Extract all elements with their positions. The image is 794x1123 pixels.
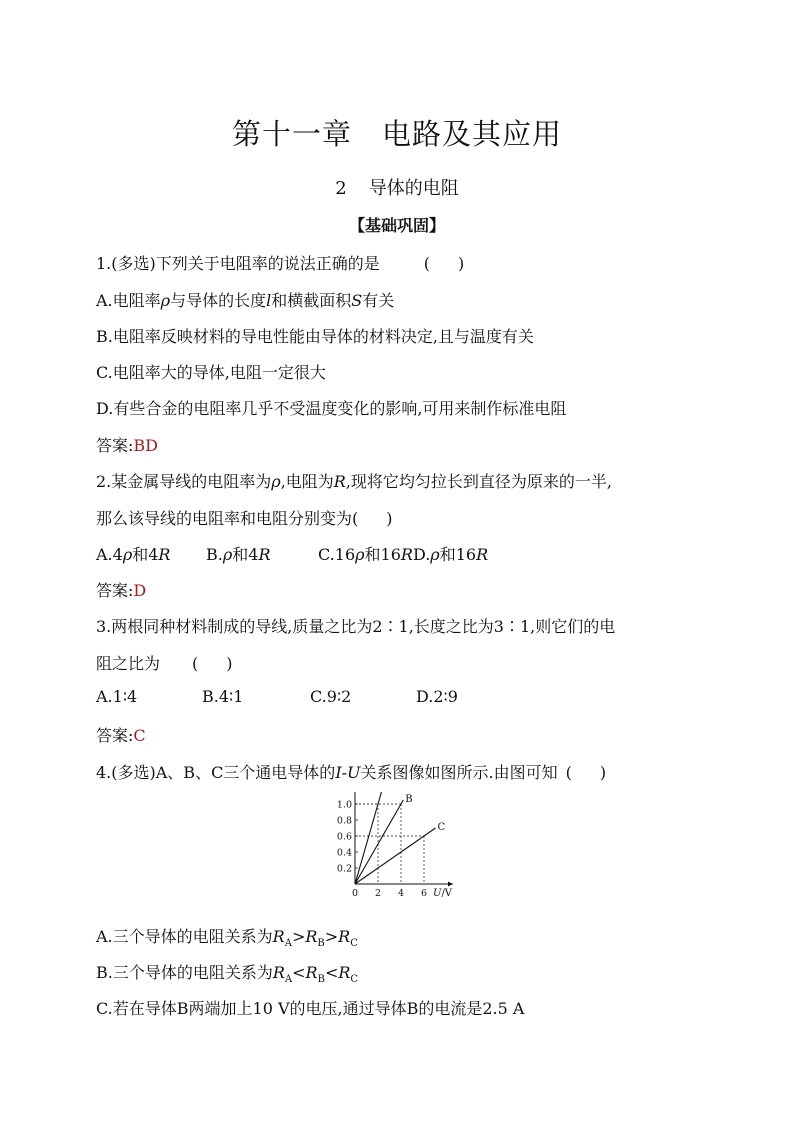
q4-b-sub3: C	[350, 974, 359, 986]
series-line-a	[355, 792, 383, 884]
q3-options	[96, 687, 458, 706]
q2-d-1: D.	[412, 545, 431, 564]
q2-r: R	[333, 472, 346, 491]
q1-answer-value: BD	[133, 436, 158, 455]
series-line-b	[355, 800, 403, 884]
q2-c-rho: ρ	[355, 545, 365, 564]
q2-a-1: A.4	[96, 545, 123, 564]
q2-line2-text: 那么该导线的电阻率和电阻分别变为(	[96, 509, 359, 528]
q4-a-cmp1: >	[291, 927, 306, 946]
y-tick-label-3: 0.8	[336, 815, 352, 827]
q1-stem	[96, 251, 464, 274]
q4-a-r2: R	[305, 927, 318, 946]
q1-answer-label: 答案:	[96, 436, 134, 455]
x-axis-arrow	[448, 882, 453, 887]
chapter-number: 第十一章	[231, 117, 352, 151]
q3-answer-value: C	[133, 726, 146, 745]
q2-b-2: 和4	[232, 545, 259, 564]
q4-b-cmp2: <	[324, 963, 339, 982]
q3-paren-open: (	[192, 654, 199, 673]
q2-rho: ρ	[271, 472, 281, 491]
q4-option-b	[96, 960, 358, 985]
x-tick-label-0: 0	[351, 888, 359, 899]
q2-d-2: 和16	[439, 545, 477, 564]
chapter-heading	[0, 112, 794, 153]
q3-paren-close: )	[226, 654, 233, 673]
q4-stem-b: 关系图像如图所示.由图可知	[360, 763, 558, 782]
q1-option-a	[96, 288, 394, 311]
q4-a-cmp2: >	[324, 927, 339, 946]
q4-a-sub2: B	[317, 938, 325, 950]
x-tick-label-2: 4	[397, 888, 405, 899]
q4-b-r3: R	[338, 963, 351, 982]
q1-a-text2: 与导体的长度	[170, 291, 267, 310]
q1-a-rho: ρ	[160, 291, 171, 310]
q1-option-b: B.电阻率反映材料的导电性能由导体的材料决定,且与温度有关	[96, 327, 534, 346]
x-axis-label: U/V	[433, 888, 453, 899]
q4-a-r3: R	[338, 927, 351, 946]
q1-a-l: l	[266, 291, 272, 310]
q3-line2-text: 阻之比为	[96, 654, 161, 673]
q2-text-b: ,电阻为	[280, 472, 334, 491]
q4-paren-close: )	[599, 763, 607, 782]
q4-b-sub2: B	[317, 974, 325, 986]
q4-a-text: A.三个导体的电阻关系为	[96, 927, 273, 946]
q2-stem-line2	[96, 506, 393, 529]
q2-a-r: R	[158, 545, 171, 564]
q4-a-sub1: A	[284, 938, 292, 950]
q1-paren-close: )	[458, 254, 465, 273]
q2-text-c: ,现将它均匀拉长到直径为原来的一半,	[345, 472, 613, 491]
q1-a-s: S	[351, 291, 363, 310]
y-tick-label-2: 0.6	[336, 831, 352, 843]
q1-a-text1: A.电阻率	[96, 291, 161, 310]
y-tick-label-0: 0.2	[336, 863, 352, 875]
q2-d-r: R	[476, 545, 489, 564]
q2-option-b	[206, 542, 318, 565]
q2-d-rho: ρ	[430, 545, 440, 564]
q3-option-b: B.4∶1	[202, 687, 244, 706]
q3-option-c: C.9∶2	[310, 687, 352, 706]
q2-a-rho: ρ	[122, 545, 133, 564]
q3-answer	[96, 723, 146, 746]
q1-paren-open: (	[423, 254, 431, 273]
q2-b-1: B.	[206, 545, 223, 564]
q3-option-a: A.1∶4	[96, 687, 138, 706]
q1-a-text4: 有关	[362, 291, 395, 310]
q1-option-c: C.电阻率大的导体,电阻一定很大	[96, 363, 326, 382]
y-tick-label-5	[337, 792, 352, 795]
q2-c-r: R	[400, 545, 413, 564]
q2-answer-value: D	[133, 581, 147, 600]
q4-paren-open: (	[565, 763, 572, 782]
q4-b-text: B.三个导体的电阻关系为	[96, 963, 273, 982]
q2-answer	[96, 578, 146, 601]
q3-option-d: D.2∶9	[416, 687, 458, 706]
q2-answer-label: 答案:	[96, 581, 134, 600]
section-number: 2	[335, 178, 347, 199]
q4-a-sub3: C	[350, 938, 358, 950]
q1-stem-text: 1.(多选)下列关于电阻率的说法正确的是	[96, 254, 380, 273]
y-tick-label-4: 1.0	[336, 799, 352, 811]
q2-text-a: 2.某金属导线的电阻率为	[96, 472, 272, 491]
q4-b-r2: R	[305, 963, 318, 982]
q4-a-r1: R	[272, 927, 285, 946]
q4-stem-iu: I-U	[335, 763, 361, 782]
q3-stem-line1: 3.两根同种材料制成的导线,质量之比为2∶1,长度之比为3∶1,则它们的电	[96, 617, 616, 636]
q3-stem-line2	[96, 651, 233, 674]
q2-option-d	[413, 542, 488, 565]
iu-graph	[325, 792, 465, 918]
q2-a-2: 和4	[132, 545, 159, 564]
q2-option-a	[96, 542, 206, 565]
q2-b-r: R	[258, 545, 271, 564]
q4-option-a	[96, 924, 358, 949]
series-line-c	[355, 828, 436, 884]
section-title: 导体的电阻	[368, 178, 459, 199]
q4-stem	[96, 760, 606, 783]
q2-b-rho: ρ	[222, 545, 233, 564]
q2-c-1: C.16	[318, 545, 356, 564]
q4-b-sub1: A	[284, 974, 293, 986]
q1-a-text3: 和横截面积	[271, 291, 352, 310]
x-tick-label-1: 2	[374, 888, 382, 899]
q2-c-2: 和16	[364, 545, 401, 564]
series-label-b: B	[405, 794, 413, 805]
section-banner: 【基础巩固】	[348, 216, 445, 235]
iu-graph-svg	[325, 792, 465, 914]
series-label-a	[384, 792, 393, 793]
q1-answer	[96, 433, 158, 456]
series-label-c: C	[437, 822, 446, 833]
section-heading	[0, 174, 794, 200]
x-tick-label-3: 6	[420, 888, 428, 899]
q2-paren-close: )	[386, 509, 393, 528]
chapter-title: 电路及其应用	[382, 117, 563, 151]
q2-stem-line1	[96, 469, 612, 492]
q4-option-c: C.若在导体B两端加上10 V的电压,通过导体B的电流是2.5 A	[96, 999, 525, 1018]
q2-options	[96, 542, 488, 565]
q4-stem-a: 4.(多选)A、B、C三个通电导体的	[96, 763, 336, 782]
q2-option-c	[318, 542, 413, 565]
y-tick-label-1: 0.4	[336, 847, 352, 859]
q1-option-d: D.有些合金的电阻率几乎不受温度变化的影响,可用来制作标准电阻	[96, 399, 567, 418]
q4-b-r1: R	[272, 963, 285, 982]
q4-b-cmp1: <	[292, 963, 306, 982]
q3-answer-label: 答案:	[96, 726, 134, 745]
